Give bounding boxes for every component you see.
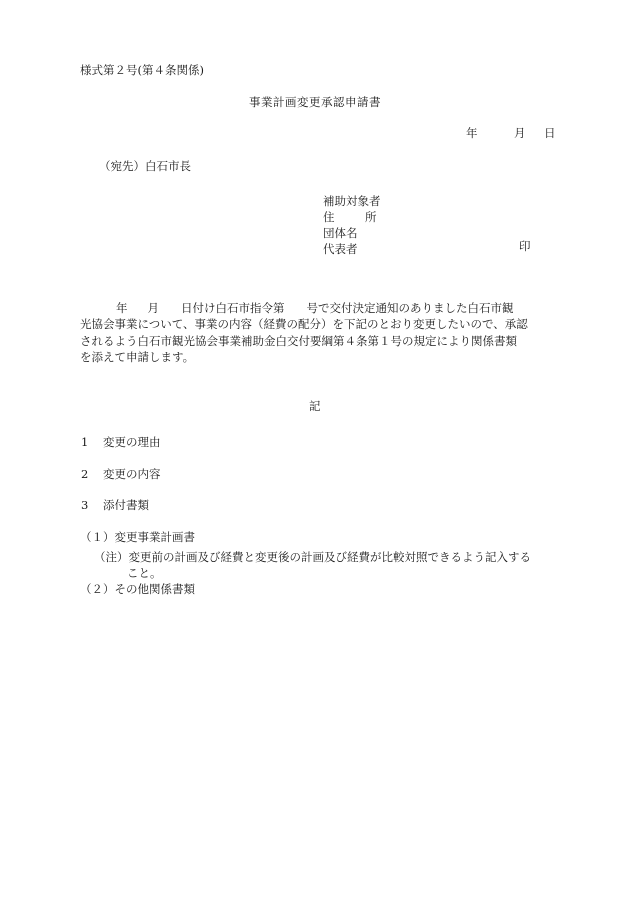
body-line-2: 光協会事業について、事業の内容（経費の配分）を下記のとおり変更したいので、承認 xyxy=(80,317,528,332)
item-label: 添付書類 xyxy=(103,498,149,512)
note-line-1: （注）変更前の計画及び経費と変更後の計画及び経費が比較対照できるよう記入する xyxy=(94,550,531,564)
attachment-sub-item-1: （１）変更事業計画書 xyxy=(80,530,195,544)
addressee: （宛先）白石市長 xyxy=(99,159,191,173)
attachment-sub-item-2: （２）その他関係書類 xyxy=(80,582,195,596)
applicant-block xyxy=(323,193,381,257)
date-month-label: 月 xyxy=(514,126,526,140)
body-line-1 xyxy=(80,300,555,316)
body-paragraph xyxy=(80,300,555,365)
note-line-2: こと。 xyxy=(127,566,162,580)
document-title: 事業計画変更承認申請書 xyxy=(249,95,381,109)
list-item-reason xyxy=(81,437,161,449)
body-line-3: されるよう白石市観光協会事業補助金白交付要綱第４条第１号の規定により関係書類 xyxy=(80,333,517,348)
form-number: 様式第２号(第４条関係) xyxy=(80,63,204,77)
applicant-heading: 補助対象者 xyxy=(323,194,381,208)
date-year-label: 年 xyxy=(466,126,478,140)
item-label: 変更の理由 xyxy=(103,435,161,449)
list-item-attachments xyxy=(81,500,149,512)
body-year-label: 年 xyxy=(116,301,128,315)
body-day-text: 日付け白石市指令第 xyxy=(181,301,285,315)
date-line xyxy=(466,128,556,140)
list-item-content xyxy=(81,469,161,481)
address-label xyxy=(323,209,381,225)
representative-label: 代表者 xyxy=(323,242,358,256)
item-number: 1 xyxy=(81,435,89,449)
address-label-part1: 住 xyxy=(323,210,335,224)
date-day-label: 日 xyxy=(544,126,556,140)
attachment-note xyxy=(94,549,531,581)
item-label: 変更の内容 xyxy=(103,467,161,481)
body-line-4: を添えて申請します。 xyxy=(80,349,195,364)
seal-mark: 印 xyxy=(519,239,531,253)
ki-heading: 記 xyxy=(309,399,321,413)
address-label-part2: 所 xyxy=(365,210,377,224)
body-month-label: 月 xyxy=(147,301,159,315)
item-number: 2 xyxy=(81,467,89,481)
body-line-1-rest: 号で交付決定通知のありました白石市観 xyxy=(306,301,514,315)
item-number: 3 xyxy=(81,498,89,512)
organization-label: 団体名 xyxy=(323,226,358,240)
